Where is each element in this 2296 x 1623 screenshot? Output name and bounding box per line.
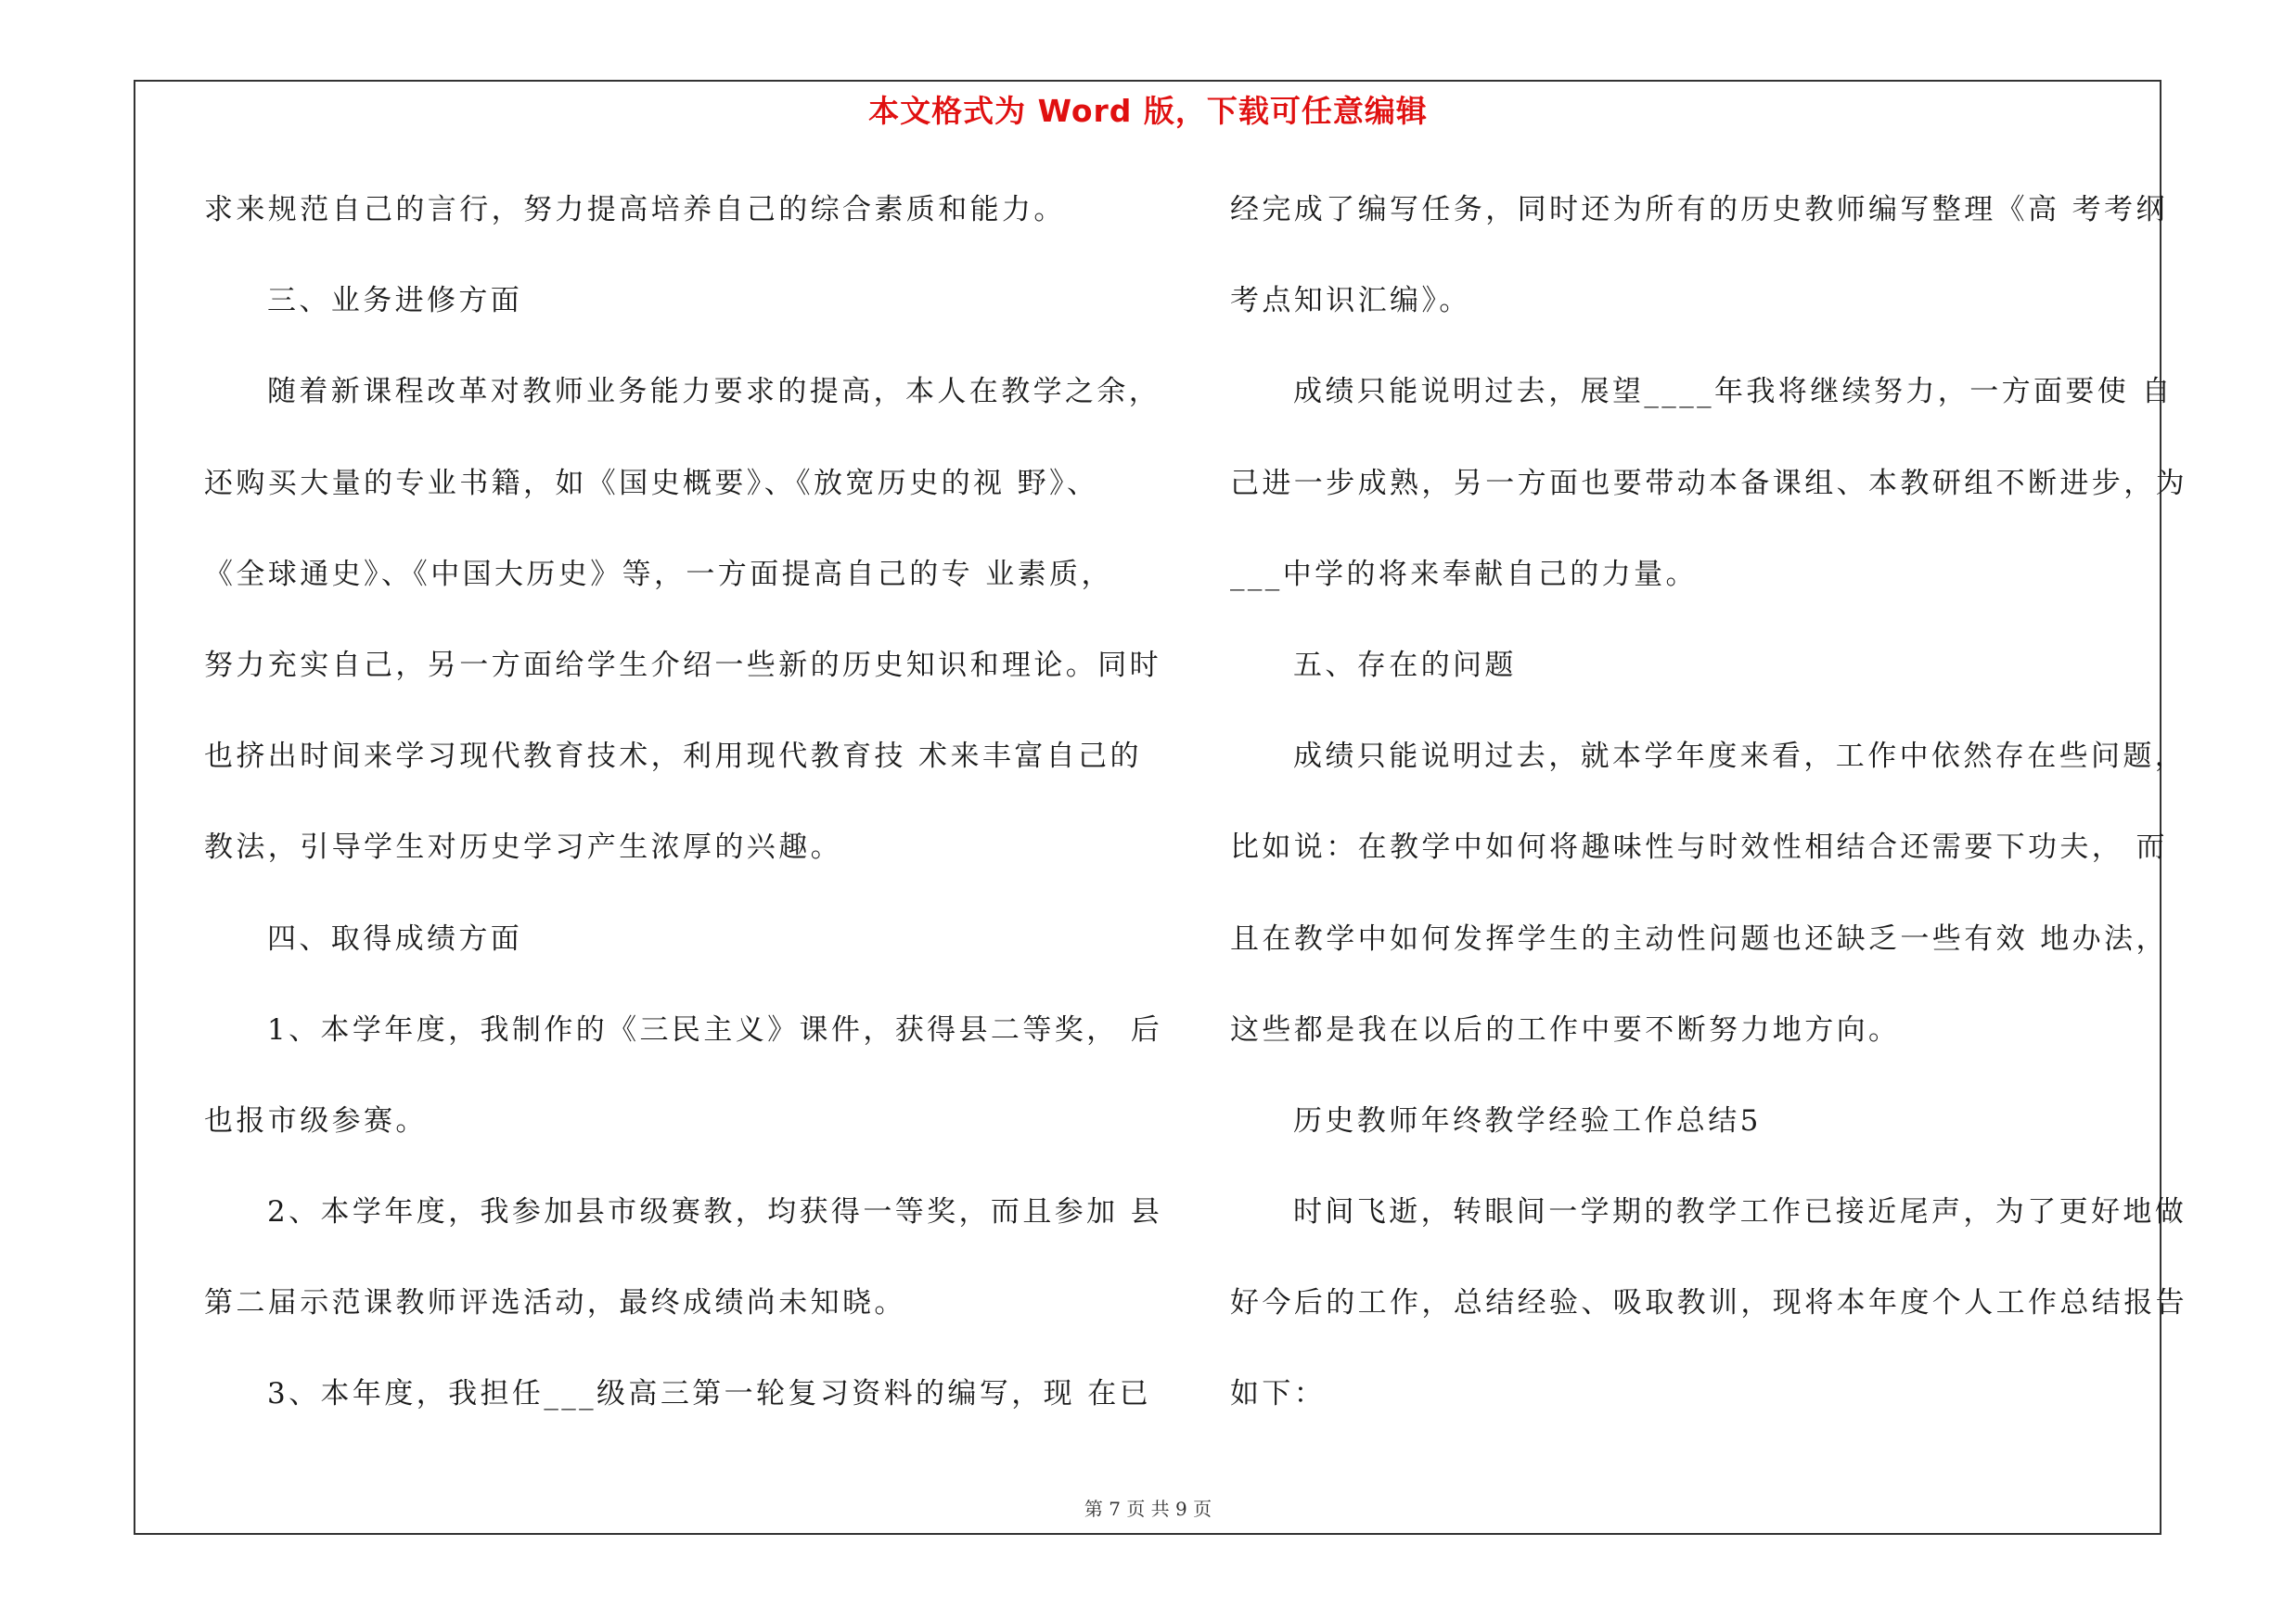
text-line: ___中学的将来奉献自己的力量。	[1230, 557, 1698, 591]
page-indicator: 第 7 页 共 9 页	[1084, 1498, 1212, 1520]
text-line: 第二届示范课教师评选活动，最终成绩尚未知晓。	[204, 1286, 906, 1320]
text-line: 还购买大量的专业书籍，如《国史概要》、《放宽历史的视 野》、	[204, 466, 1099, 500]
text-line: 历史教师年终教学经验工作总结5	[1293, 1103, 1762, 1138]
text-line: 也挤出时间来学习现代教育技术，利用现代教育技 术来丰富自己的	[204, 740, 1142, 774]
text-line: 也报市级参赛。	[204, 1103, 428, 1138]
text-line: 教法，引导学生对历史学习产生浓厚的兴趣。	[204, 831, 842, 865]
text-line: 这些都是我在以后的工作中要不断努力地方向。	[1230, 1012, 1901, 1047]
text-line: 随着新课程改革对教师业务能力要求的提高，本人在教学之余，	[267, 375, 1161, 409]
text-line: 时间飞逝，转眼间一学期的教学工作已接近尾声，为了更好地做	[1293, 1195, 2187, 1230]
left-text-column	[204, 182, 1163, 1458]
text-line: 三、业务进修方面	[267, 284, 523, 318]
text-line: 四、取得成绩方面	[267, 921, 523, 956]
text-line: 如下：	[1230, 1377, 1327, 1411]
text-line: 成绩只能说明过去，就本学年度来看，工作中依然存在些问题，	[1293, 740, 2187, 774]
text-line: 《全球通史》、《中国大历史》等，一方面提高自己的专 业素质，	[204, 557, 1113, 591]
text-line: 1、本学年度，我制作的《三民主义》课件，获得县二等奖， 后	[267, 1012, 1163, 1047]
format-banner: 本文格式为 Word 版，下载可任意编辑	[868, 93, 1428, 129]
text-line: 好今后的工作，总结经验、吸取教训，现将本年度个人工作总结报告	[1230, 1286, 2187, 1320]
text-line: 考点知识汇编》。	[1230, 284, 1471, 318]
text-line: 五、存在的问题	[1293, 648, 1517, 682]
text-line: 己进一步成熟，另一方面也要带动本备课组、本教研组不断进步，为	[1230, 466, 2187, 500]
right-text-column	[1230, 182, 2187, 1458]
text-line: 3、本年度，我担任___级高三第一轮复习资料的编写，现 在已	[267, 1377, 1152, 1411]
text-line: 比如说：在教学中如何将趣味性与时效性相结合还需要下功夫， 而	[1230, 831, 2168, 865]
text-line: 经完成了编写任务，同时还为所有的历史教师编写整理《高 考考纲	[1230, 193, 2168, 226]
text-line: 成绩只能说明过去，展望____年我将继续努力，一方面要使 自	[1293, 375, 2174, 409]
text-line: 求来规范自己的言行，努力提高培养自己的综合素质和能力。	[204, 193, 1066, 226]
text-line: 且在教学中如何发挥学生的主动性问题也还缺乏一些有效 地办法，	[1230, 921, 2168, 956]
text-line: 努力充实自己，另一方面给学生介绍一些新的历史知识和理论。同时	[204, 648, 1161, 682]
text-line: 2、本学年度，我参加县市级赛教，均获得一等奖，而且参加 县	[267, 1195, 1163, 1230]
